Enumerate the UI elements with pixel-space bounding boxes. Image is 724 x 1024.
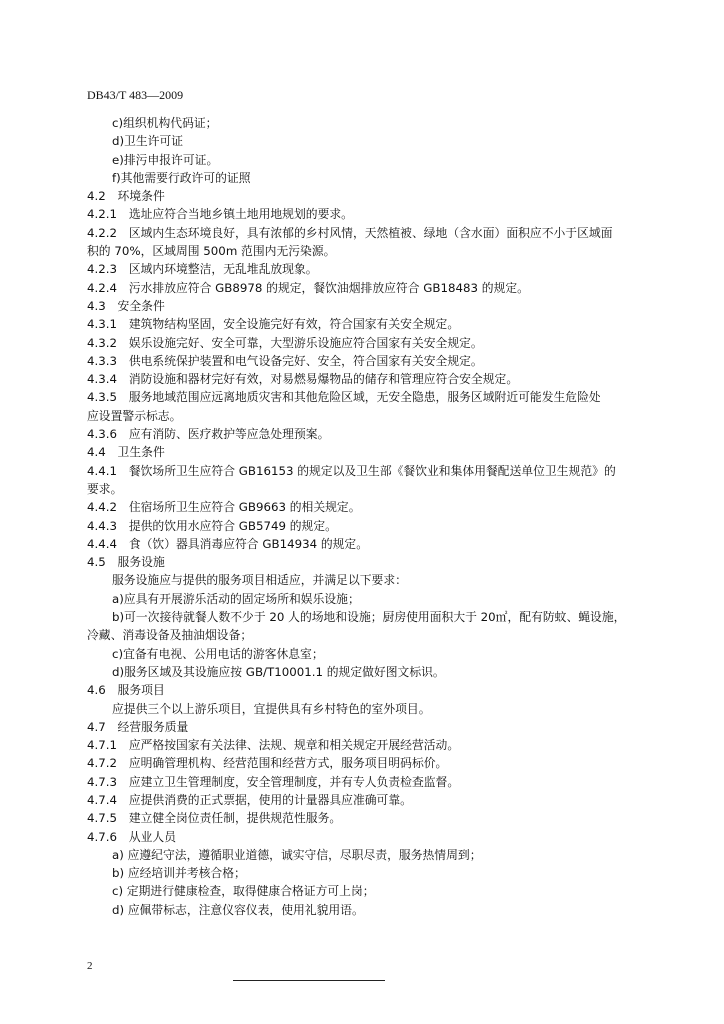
- list-item: b) 应经培训并考核合格；: [112, 866, 246, 881]
- clause-continuation: 要求。: [87, 481, 123, 496]
- clause: 4.7.5 建立健全岗位责任制，提供规范性服务。: [87, 811, 342, 826]
- section-heading: 4.5 服务设施: [87, 555, 165, 570]
- section-heading: 4.4 卫生条件: [87, 445, 165, 460]
- paragraph: 应提供三个以上游乐项目，宜提供具有乡村特色的室外项目。: [112, 701, 431, 716]
- clause: 4.7.3 应建立卫生管理制度，安全管理制度，并有专人负责检查监督。: [87, 774, 460, 789]
- footer-divider: [233, 980, 385, 981]
- list-item: c)宜备有电视、公用电话的游客休息室；: [112, 646, 324, 661]
- list-item: a) 应遵纪守法，遵循职业道德，诚实守信，尽职尽责，服务热情周到；: [112, 847, 482, 862]
- clause: 4.3.1 建筑物结构坚固，安全设施完好有效，符合国家有关安全规定。: [87, 317, 460, 332]
- list-item: a)应具有开展游乐活动的固定场所和娱乐设施；: [112, 591, 360, 606]
- document-body: [87, 114, 657, 919]
- document-code: DB43/T 483—2009: [87, 88, 184, 102]
- clause: 4.2.4 污水排放应符合 GB8978 的规定，餐饮油烟排放应符合 GB18483 的规定。: [87, 280, 529, 295]
- section-heading: 4.6 服务项目: [87, 683, 165, 698]
- section-heading: 4.3 安全条件: [87, 298, 165, 313]
- clause: 4.7.1 应严格按国家有关法律、法规、规章和相关规定开展经营活动。: [87, 738, 460, 753]
- section-heading: 4.2 环境条件: [87, 189, 165, 204]
- list-item: d)卫生许可证: [112, 134, 184, 149]
- list-item: c)组织机构代码证；: [112, 116, 218, 130]
- list-item: d) 应佩带标志，注意仪容仪表，使用礼貌用语。: [112, 902, 364, 917]
- clause: 4.2.1 选址应符合当地乡镇土地用地规划的要求。: [87, 207, 353, 222]
- list-item: e)排污申报许可证。: [112, 152, 219, 167]
- page-number: 2: [87, 960, 93, 972]
- clause: 4.3.5 服务地域范围应远离地质灾害和其他危险区域，无安全隐患，服务区域附近可能发生危险处: [87, 390, 601, 405]
- section-heading: 4.7 经营服务质量: [87, 719, 189, 734]
- clause: 4.4.4 食（饮）器具消毒应符合 GB14934 的规定。: [87, 536, 369, 551]
- clause: 4.2.3 区域内环境整洁，无乱堆乱放现象。: [87, 262, 318, 277]
- clause-continuation: 应设置警示标志。: [87, 408, 182, 423]
- clause: 4.3.6 应有消防、医疗救护等应急处理预案。: [87, 427, 330, 442]
- paragraph: 服务设施应与提供的服务项目相适应，并满足以下要求：: [112, 573, 407, 588]
- clause: 4.7.4 应提供消费的正式票据，使用的计量器具应准确可靠。: [87, 792, 412, 807]
- list-item: b)可一次接待就餐人数不少于 20 人的场地和设施；厨房使用面积大于 20㎡，配有防蚊、蝇设施，: [112, 610, 626, 625]
- clause: 4.3.4 消防设施和器材完好有效，对易燃易爆物品的储存和管理应符合安全规定。: [87, 372, 519, 387]
- list-item: f)其他需要行政许可的证照: [112, 170, 251, 185]
- clause: 4.7.2 应明确管理机构、经营范围和经营方式，服务项目明码标价。: [87, 756, 448, 771]
- clause: 4.3.2 娱乐设施完好、安全可靠，大型游乐设施应符合国家有关安全规定。: [87, 335, 483, 350]
- clause: 4.2.2 区域内生态环境良好，具有浓郁的乡村风情，天然植被、绿地（含水面）面积应不小于区域面: [87, 225, 613, 240]
- list-item: c) 定期进行健康检查，取得健康合格证方可上岗；: [112, 884, 375, 899]
- clause: 4.7.6 从业人员: [87, 829, 177, 844]
- clause-continuation: 积的 70%，区域周围 500m 范围内无污染源。: [87, 244, 336, 259]
- list-item: d)服务区域及其设施应按 GB/T10001.1 的规定做好图文标识。: [112, 664, 445, 679]
- clause: 4.4.2 住宿场所卫生应符合 GB9663 的相关规定。: [87, 500, 361, 515]
- clause: 4.4.1 餐饮场所卫生应符合 GB16153 的规定以及卫生部《餐饮业和集体用餐配送单位卫生规范》的: [87, 463, 616, 478]
- clause: 4.4.3 提供的饮用水应符合 GB5749 的规定。: [87, 518, 337, 533]
- list-item-continuation: 冷藏、消毒设备及抽油烟设备；: [87, 628, 253, 643]
- clause: 4.3.3 供电系统保护装置和电气设备完好、安全，符合国家有关安全规定。: [87, 353, 483, 368]
